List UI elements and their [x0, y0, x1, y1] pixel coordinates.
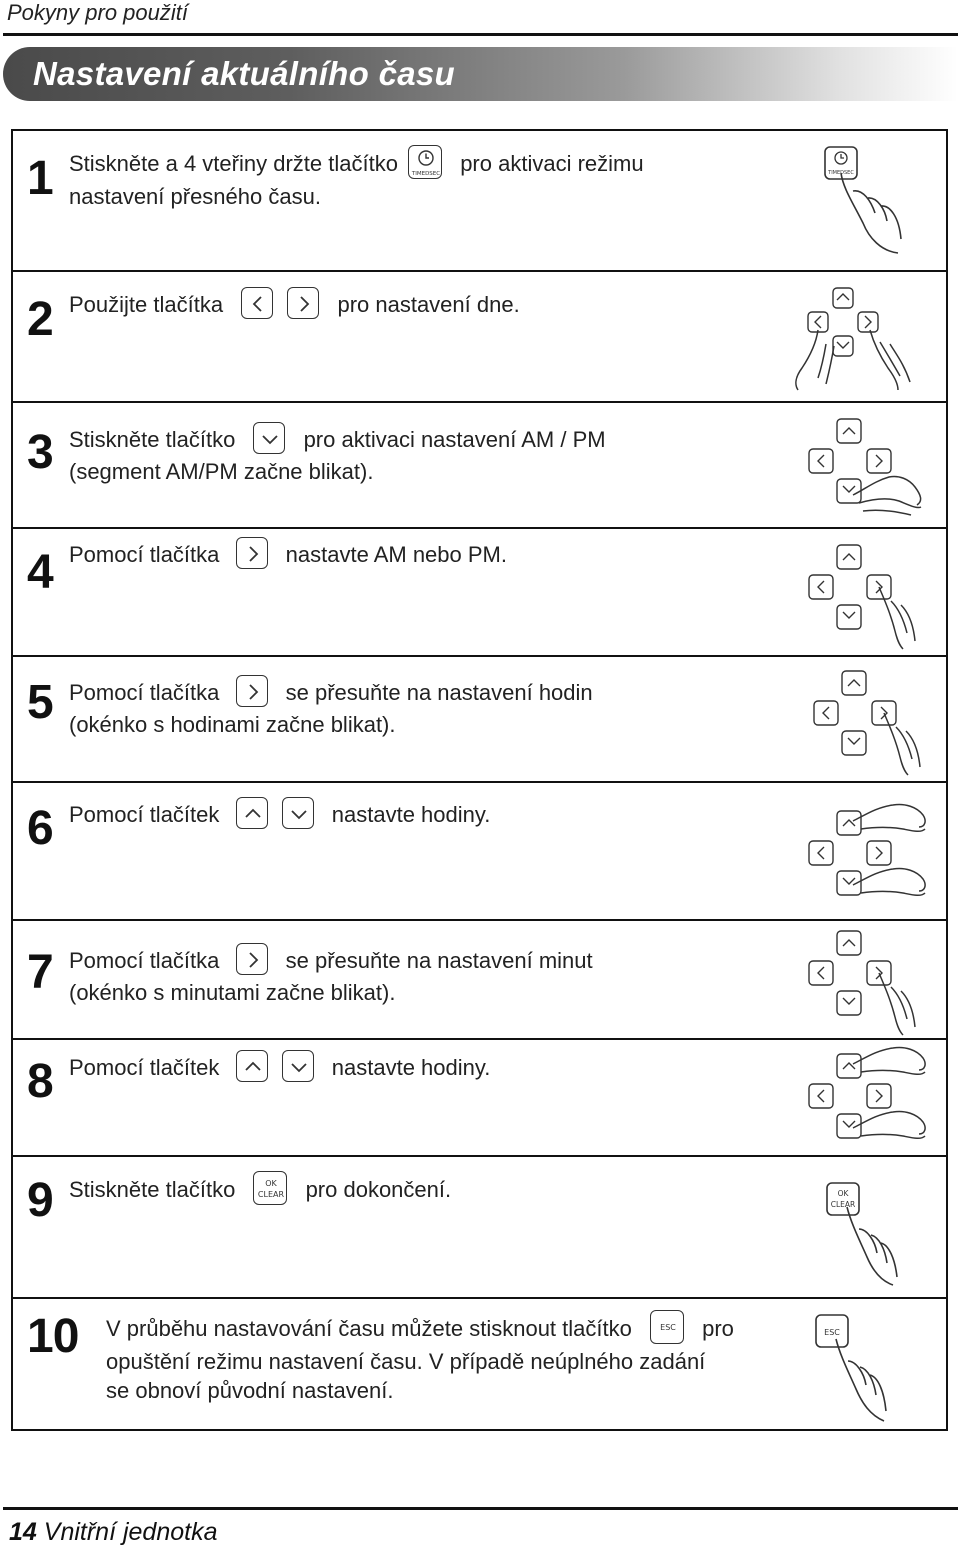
hand-press-right-icon — [803, 541, 933, 651]
step-number: 9 — [27, 1174, 53, 1227]
down-button — [253, 422, 285, 454]
step-text: V průběhu nastavování času můžete stisknout tlačítko ESC pro opuštění režimu nastavení času. V případě neúplného zadání se obnoví původní nastavení. — [106, 1313, 734, 1405]
step-number: 3 — [27, 426, 53, 479]
step-text: Pomocí tlačítka se přesuňte na nastavení minut (okénko s minutami začne blikat). — [69, 946, 593, 1007]
footer-rule — [3, 1507, 958, 1510]
step-6 — [13, 783, 946, 921]
svg-text:TIMEDSEC: TIMEDSEC — [411, 171, 441, 177]
step-text: Stiskněte a 4 vteřiny držte tlačítko TIMEDSEC pro aktivaci režimu nastavení přesného času. — [69, 148, 644, 211]
step-3 — [13, 403, 946, 529]
step-number: 4 — [27, 546, 53, 599]
up-button — [236, 1050, 268, 1082]
right-button — [236, 537, 268, 569]
svg-text:CLEAR: CLEAR — [258, 1190, 285, 1199]
header-title: Pokyny pro použití — [7, 0, 188, 25]
hands-up-down-icon — [803, 1044, 938, 1154]
step-text: Stiskněte tlačítko pro aktivaci nastavení AM / PM (segment AM/PM začne blikat). — [69, 425, 606, 486]
step-text: Pomocí tlačítek nastavte hodiny. — [69, 800, 490, 832]
step-1 — [13, 131, 946, 272]
esc-button — [650, 1310, 684, 1344]
hand-press-esc-icon — [808, 1311, 918, 1426]
title-banner — [3, 47, 958, 101]
header-rule — [3, 33, 958, 36]
step-number: 8 — [27, 1055, 53, 1108]
step-number: 10 — [27, 1310, 79, 1363]
step-2 — [13, 272, 946, 403]
step-number: 5 — [27, 676, 53, 729]
footer — [9, 1518, 217, 1547]
hands-left-right-icon — [788, 284, 928, 394]
time-button — [408, 145, 442, 179]
step-10 — [13, 1299, 946, 1433]
hands-up-down-icon — [803, 799, 938, 914]
up-button — [236, 797, 268, 829]
right-button — [236, 675, 268, 707]
right-button — [236, 943, 268, 975]
step-number: 7 — [27, 946, 53, 999]
down-button — [282, 1050, 314, 1082]
step-text: Použijte tlačítka pro nastavení dne. — [69, 290, 520, 322]
hand-press-ok-icon — [819, 1179, 919, 1289]
ok-clear-button — [253, 1171, 287, 1205]
step-4 — [13, 529, 946, 657]
page-title: Nastavení aktuálního času — [33, 55, 455, 92]
svg-text:OK: OK — [837, 1189, 849, 1198]
page-number: 14 — [9, 1518, 37, 1546]
svg-text:OK: OK — [265, 1179, 278, 1188]
svg-text:ESC: ESC — [824, 1328, 840, 1337]
step-8 — [13, 1040, 946, 1157]
hand-press-right-icon — [803, 927, 933, 1037]
svg-text:TIMEDSEC: TIMEDSEC — [828, 170, 854, 176]
step-9 — [13, 1157, 946, 1299]
step-text: Pomocí tlačítka se přesuňte na nastavení hodin (okénko s hodinami začne blikat). — [69, 678, 593, 739]
step-text: Pomocí tlačítek nastavte hodiny. — [69, 1053, 490, 1085]
down-button — [282, 797, 314, 829]
steps-box — [11, 129, 948, 1431]
step-text: Stiskněte tlačítko OK CLEAR pro dokončení. — [69, 1174, 451, 1208]
step-number: 1 — [27, 152, 53, 205]
hand-press-time-icon — [813, 143, 923, 263]
hand-press-right-icon — [808, 667, 938, 777]
svg-text:CLEAR: CLEAR — [830, 1200, 856, 1209]
step-number: 6 — [27, 802, 53, 855]
footer-section: Vnitřní jednotka — [43, 1518, 218, 1546]
step-number: 2 — [27, 293, 53, 346]
hand-press-down-icon — [803, 415, 933, 525]
left-button — [241, 287, 273, 319]
step-7 — [13, 921, 946, 1040]
right-button — [287, 287, 319, 319]
svg-text:ESC: ESC — [660, 1323, 676, 1332]
step-text: Pomocí tlačítka nastavte AM nebo PM. — [69, 540, 507, 572]
step-5 — [13, 657, 946, 783]
